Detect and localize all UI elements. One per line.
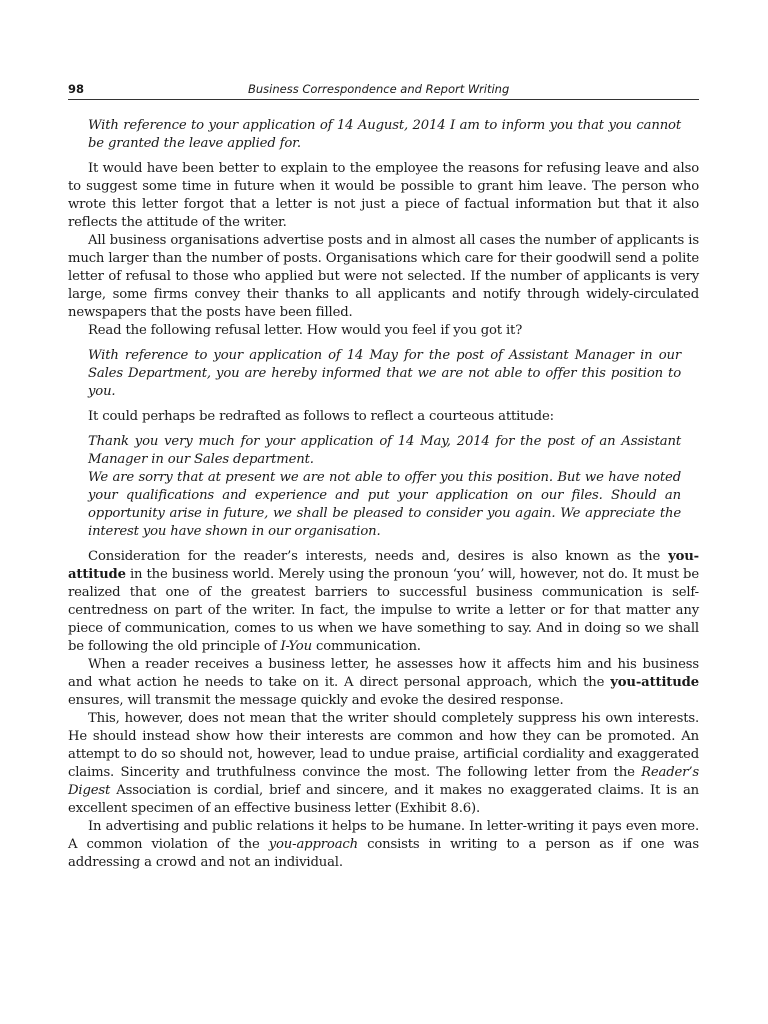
p6-text-a: When a reader receives a business letter, he assesses how it affects him and his business and what action he needs to take on it. A direct personal approach, which the [68, 657, 699, 690]
paragraph-you-attitude [68, 548, 699, 656]
quote-courteous-line-2: We are sorry that at present we are not able to offer you this position. But we have noted your qualifications and experience and put your application on our files. Should an opportunity arise in future, we shall be pleased to consider you again. We appreciate the interest you have shown in our organisation. [88, 470, 681, 539]
p5-text-e: communication. [311, 639, 421, 654]
paragraph-applicants: All business organisations advertise posts and in almost all cases the number of applicants is much larger than the number of posts. Organisations which care for their goodwill send a polite letter of refusal to those who applied but were not selected. If the number of applicants is very large, some firms convey their thanks to all applicants and notify through widely-circulated newspapers that the posts have been filled. [68, 233, 699, 320]
paragraph-explain-refusal: It would have been better to explain to the employee the reasons for refusing leave and also to suggest some time in future when it would be possible to grant him leave. The person who wrote this letter forgot that a letter is not just a piece of factual information but that it also reflects the attitude of the writer. [68, 161, 699, 230]
quote-letter-refusal: With reference to your application of 14 May for the post of Assistant Manager in our Sales Department, you are hereby informed that we are not able to offer this position to you. [88, 348, 681, 399]
paragraph-advertising [68, 818, 699, 872]
quote-letter-leave: With reference to your application of 14 August, 2014 I am to inform you that you cannot be granted the leave applied for. [88, 118, 681, 151]
p6-bold-term: you-attitude [610, 675, 699, 690]
book-page [68, 0, 699, 1024]
p8-text-c: consists in writing to a person as if one was addressing a crowd and not an individual. [68, 837, 699, 870]
quote-letter-courteous [68, 433, 699, 541]
paragraph-redraft: It could perhaps be redrafted as follows to reflect a courteous attitude: [88, 409, 554, 424]
body-text [68, 117, 699, 872]
p5-text-c: in the business world. Merely using the pronoun ‘you’ will, however, not do. It must be realized that one of the greatest barriers to successful business communication is self-centredness on part of the writer. In fact, the impulse to write a letter or for that matter any piece of communication, comes to us when we have something to say. And in doing so we shall be following the old principle of [68, 567, 699, 654]
page-number: 98 [68, 82, 85, 96]
p6-text-c: ensures, will transmit the message quickly and evoke the desired response. [68, 693, 564, 708]
book-title: Business Correspondence and Report Writing [248, 82, 510, 96]
running-header [68, 80, 699, 100]
p5-text-a: Consideration for the reader’s interests, needs and, desires is also known as the [88, 549, 669, 564]
p5-bold-term: you-attitude [68, 549, 699, 582]
p7-text-a: This, however, does not mean that the writer should completely suppress his own interests. He should instead show how their interests are common and how they can be promoted. An attempt to do so should not, however, lead to undue praise, artificial cordiality and exaggerated claims. Sincerity and truthfulness convince the most. The following letter from the [68, 711, 699, 780]
paragraph-suppress-interests [68, 710, 699, 818]
p8-italic-term: you-approach [268, 837, 358, 852]
paragraph-reader-receives [68, 656, 699, 710]
p7-text-c: Association is cordial, brief and sincere, and it makes no exaggerated claims. It is an excellent specimen of an effective business letter (Exhibit 8.6). [68, 783, 699, 816]
p5-italic-term: I-You [280, 639, 312, 654]
paragraph-read-refusal: Read the following refusal letter. How would you feel if you got it? [88, 323, 523, 338]
p8-text-a: In advertising and public relations it helps to be humane. In letter-writing it pays even more. A common violation of the [68, 819, 699, 852]
quote-courteous-line-1: Thank you very much for your application of 14 May, 2014 for the post of an Assistant Manager in our Sales department. [88, 434, 681, 467]
p7-italic-term: Reader’s Digest [68, 765, 699, 798]
